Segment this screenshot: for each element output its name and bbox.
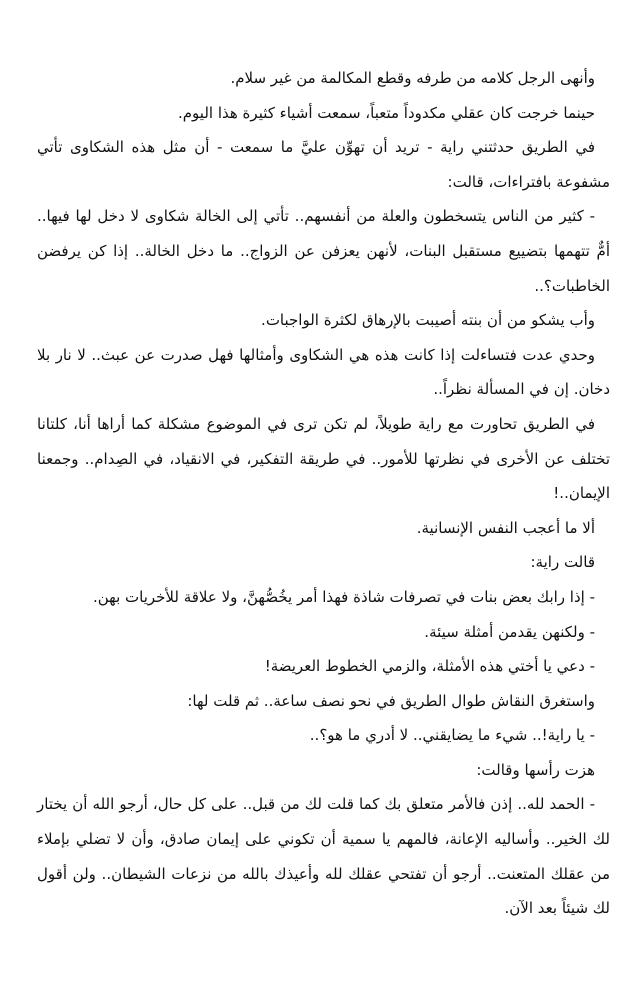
paragraph-complaints: - كثير من الناس يتسخطون والعلة من أنفسهم.. تأتي إلى الخالة شكاوى لا دخل لها فيها.. أمٌّ تتهمها بتضييع مستقبل البنات، لأنهن يعزفن عن الزواج.. ما دخل الخالة.. إذا كن يرفضن الخاطبات؟.. <box>37 207 610 295</box>
paragraph-something-bothers: - يا راية!.. شيء ما يضايقني.. لا أدري ما هو؟.. <box>309 726 595 745</box>
paragraph-discussion: واستغرق النقاش طوال الطريق في نحو نصف ساعة.. ثم قلت لها: <box>187 691 595 710</box>
paragraph-alone-wondering: وحدي عدت فتساءلت إذا كانت هذه هي الشكاوى وأمثالها فهل صدرت عن عبث.. لا نار بلا دخان. إن في المسألة نظراً.. <box>37 345 610 399</box>
paragraph-long-dialogue: في الطريق تحاورت مع راية طويلاً، لم تكن ترى في الموضوع مشكلة كما أراها أنا، كلتانا تختلف عن الأخرى في نظرتها للأمور.. في طريقة التفكير، في الانقياد، في الصِدام.. وجمعنا الإيمان..! <box>37 414 610 503</box>
paragraph-raya-said: قالت راية: <box>530 553 595 572</box>
paragraph-bad-examples: - ولكنهن يقدمن أمثلة سيئة. <box>424 622 595 641</box>
document-page <box>37 61 610 926</box>
paragraph-raya-reassures: في الطريق حدثتني راية - تريد أن تهوِّن عليَّ ما سمعت - أن مثل هذه الشكاوى تأتي مشفوعة بافتراءات، قالت: <box>37 138 610 191</box>
paragraph-final-advice: - الحمد لله.. إذن فالأمر متعلق بك كما قلت لك من قبل.. على كل حال، أرجو الله أن يختار لك الخير.. وأساليه الإعانة، فالمهم يا سمية أن تكوني على إيمان صادق، وأن لا تضلي بإملاء من عقلك المتعنت.. أرجو أن تفتحي عقلك لله وأعيذك بالله من نزعات الشيطان.. ولن أقول لك شيئاً بعد الآن. <box>37 795 610 918</box>
paragraph-shook-head: هزت رأسها وقالت: <box>476 760 595 779</box>
paragraph-mind-tired: حينما خرجت كان عقلي مكدوداً متعباً، سمعت أشياء كثيرة هذا اليوم. <box>178 103 595 122</box>
paragraph-if-doubts: - إذا رابك بعض بنات في تصرفات شاذة فهذا أمر يخُصُّهنَّ، ولا علاقة للأخريات بهن. <box>92 587 595 606</box>
paragraph-broad-lines: - دعي يا أختي هذه الأمثلة، والزمي الخطوط العريضة! <box>264 657 595 676</box>
paragraph-human-soul: ألا ما أعجب النفس الإنسانية. <box>416 518 595 537</box>
paragraph-father-complaint: وأب يشكو من أن بنته أصيبت بالإرهاق لكثرة الواجبات. <box>261 311 595 330</box>
paragraph-call-ended: وأنهى الرجل كلامه من طرفه وقطع المكالمة من غير سلام. <box>230 69 595 87</box>
